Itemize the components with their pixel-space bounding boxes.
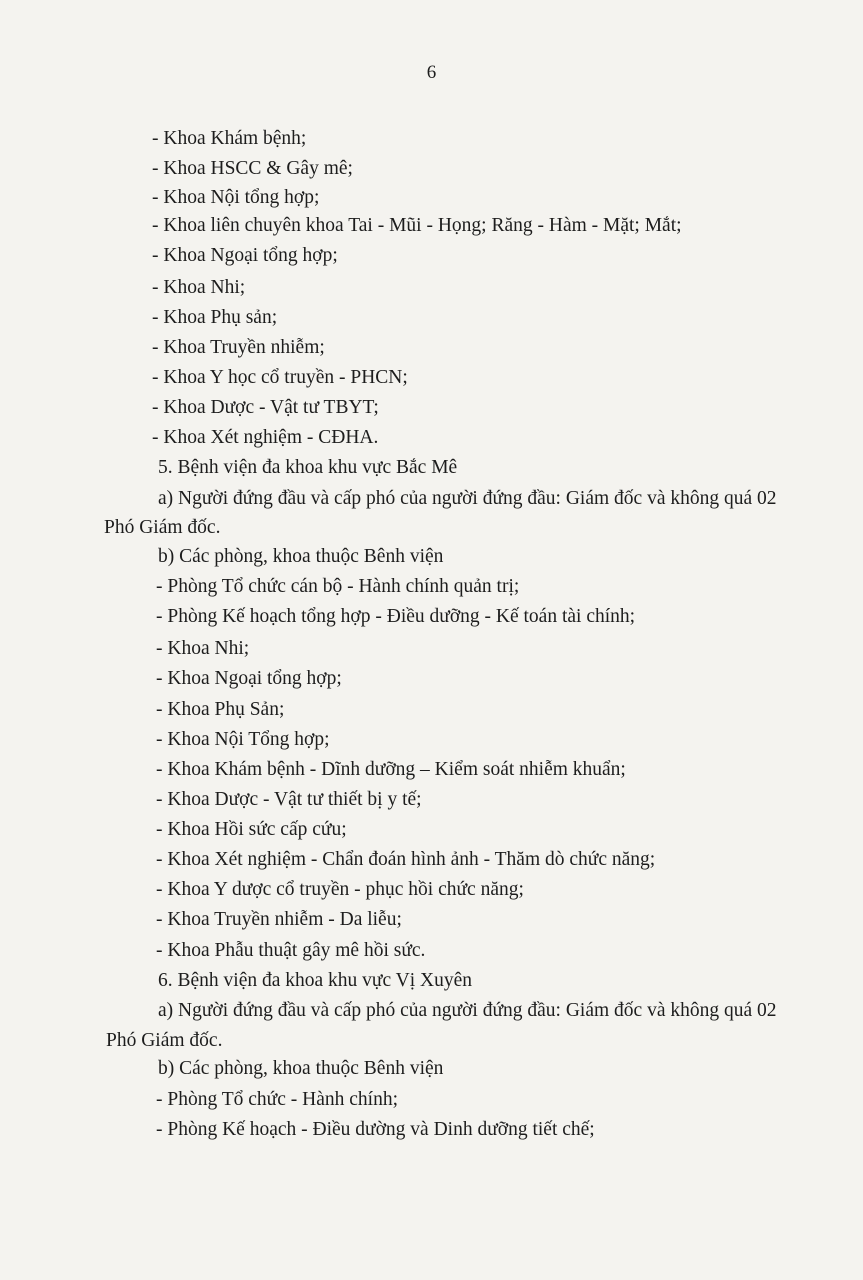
section-heading: 6. Bệnh viện đa khoa khu vực Vị Xuyên: [158, 970, 473, 991]
list-item: - Khoa Nội Tổng hợp;: [156, 729, 330, 750]
list-item: - Khoa Ngoại tổng hợp;: [152, 245, 338, 266]
list-item: - Khoa Xét nghiệm - Chẩn đoán hình ảnh - Thăm dò chức năng;: [156, 849, 656, 870]
list-item: - Khoa Nhi;: [156, 638, 250, 659]
list-item: - Khoa Khám bệnh;: [152, 128, 307, 149]
list-item: - Khoa Y dược cổ truyền - phục hồi chức năng;: [156, 879, 524, 900]
list-item: - Khoa HSCC & Gây mê;: [152, 158, 353, 179]
departments-heading: b) Các phòng, khoa thuộc Bênh viện: [158, 546, 444, 567]
leaders-paragraph-cont: Phó Giám đốc.: [104, 517, 221, 538]
list-item: - Khoa Ngoại tổng hợp;: [156, 668, 342, 689]
list-item: - Khoa Nhi;: [152, 277, 246, 298]
list-item: - Phòng Kế hoạch tổng hợp - Điều dưỡng - Kế toán tài chính;: [156, 606, 636, 627]
leaders-paragraph: a) Người đứng đầu và cấp phó của người đứng đầu: Giám đốc và không quá 02: [158, 1000, 777, 1021]
list-item: - Phòng Kế hoạch - Điều dường và Dinh dưỡng tiết chế;: [156, 1119, 595, 1140]
section-heading: 5. Bệnh viện đa khoa khu vực Bắc Mê: [158, 457, 458, 478]
list-item: - Khoa liên chuyên khoa Tai - Mũi - Họng; Răng - Hàm - Mặt; Mắt;: [152, 215, 682, 236]
leaders-paragraph: a) Người đứng đầu và cấp phó của người đứng đầu: Giám đốc và không quá 02: [158, 488, 777, 509]
departments-heading: b) Các phòng, khoa thuộc Bênh viện: [158, 1058, 444, 1079]
list-item: - Khoa Phụ sản;: [152, 307, 278, 328]
list-item: - Khoa Phụ Sản;: [156, 699, 285, 720]
list-item: - Khoa Khám bệnh - Dĩnh dưỡng – Kiểm soát nhiễm khuẩn;: [156, 759, 626, 780]
list-item: - Khoa Hồi sức cấp cứu;: [156, 819, 347, 840]
list-item: - Khoa Phẫu thuật gây mê hồi sức.: [156, 940, 426, 961]
list-item: - Phòng Tổ chức cán bộ - Hành chính quản trị;: [156, 576, 520, 597]
list-item: - Khoa Dược - Vật tư TBYT;: [152, 397, 379, 418]
list-item: - Khoa Truyền nhiễm - Da liễu;: [156, 909, 402, 930]
list-item: - Phòng Tổ chức - Hành chính;: [156, 1089, 398, 1110]
list-item: - Khoa Nội tổng hợp;: [152, 187, 320, 208]
list-item: - Khoa Y học cổ truyền - PHCN;: [152, 367, 408, 388]
page-number: 6: [426, 62, 437, 83]
list-item: - Khoa Dược - Vật tư thiết bị y tế;: [156, 789, 422, 810]
leaders-paragraph-cont: Phó Giám đốc.: [106, 1030, 223, 1051]
list-item: - Khoa Truyền nhiễm;: [152, 337, 325, 358]
list-item: - Khoa Xét nghiệm - CĐHA.: [152, 427, 379, 448]
